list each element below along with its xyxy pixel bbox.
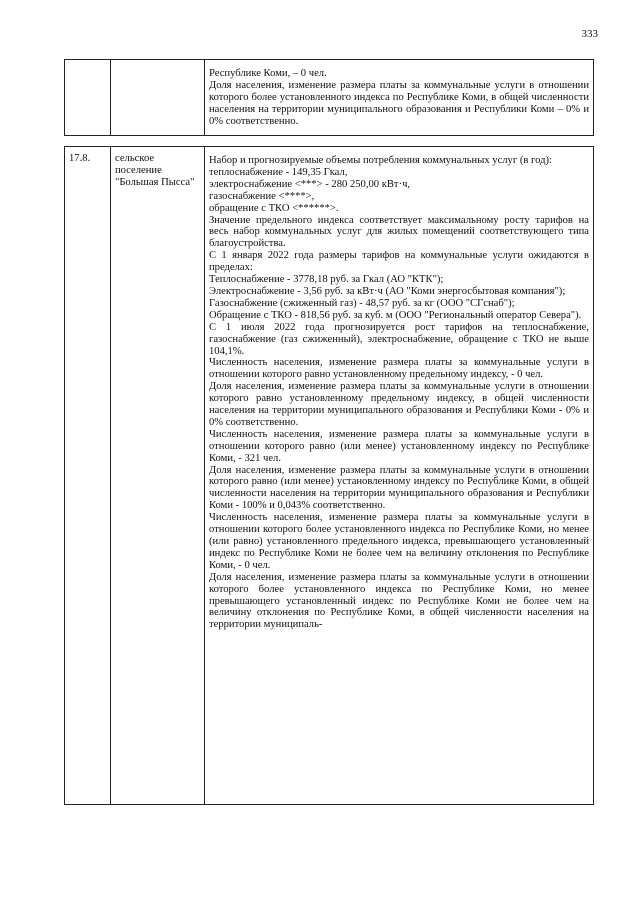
paragraph: газоснабжение <****>, bbox=[209, 190, 315, 202]
paragraph: Доля населения, изменение размера платы за коммунальные услуги в отношении которого более установленного индекса по Республике Коми, но менее превышающего установленный индекс по Республике Коми не более чем на величину отклонения по Республике Коми, в общей численности населения на территории муниципаль- bbox=[209, 571, 589, 631]
paragraph: Численность населения, изменение размера платы за коммунальные услуги в отношении которого равно установленному предельному индексу, - 0 чел. bbox=[209, 357, 589, 381]
row-number-cell bbox=[65, 60, 111, 135]
paragraph: электроснабжение <***> - 280 250,00 кВт·ч, bbox=[209, 178, 411, 190]
paragraph: теплоснабжение - 149,35 Гкал, bbox=[209, 166, 348, 178]
paragraph: Значение предельного индекса соответствует максимальному росту тарифов на весь набор коммунальных услуг для жилых помещений соответствующего типа благоустройства. bbox=[209, 214, 589, 250]
paragraph: Газоснабжение (сжиженный газ) - 48,57 руб. за кг (ООО "СГснаб"); bbox=[209, 297, 515, 309]
settlement-cell: сельское поселение "Большая Пысса" bbox=[111, 147, 205, 804]
table-row-17-8 bbox=[64, 146, 594, 805]
paragraph: Республике Коми, – 0 чел. bbox=[209, 68, 327, 79]
description-cell bbox=[205, 147, 593, 804]
row-number-cell: 17.8. bbox=[65, 147, 111, 804]
description-cell bbox=[205, 60, 593, 135]
paragraph: Теплоснабжение - 3778,18 руб. за Гкал (АО "КТК"); bbox=[209, 274, 444, 286]
paragraph: Доля населения, изменение размера платы за коммунальные услуги в отношении которого более установленного индекса по Республике Коми, в общей численности населения на территории муниципального образования и Республики Коми – 0% и 0% соответственно. bbox=[209, 79, 589, 127]
paragraph: С 1 июля 2022 года прогнозируется рост тарифов на теплоснабжение, газоснабжение (газ сжиженный), электроснабжение, обращение с ТКО не выше 104,1%. bbox=[209, 321, 589, 357]
paragraph: Численность населения, изменение размера платы за коммунальные услуги в отношении которого равно (или менее) установленному индексу по Республике Коми, - 321 чел. bbox=[209, 428, 589, 464]
page-number: 333 bbox=[581, 28, 598, 40]
paragraph: Численность населения, изменение размера платы за коммунальные услуги в отношении которого более установленного индекса по Республике Коми, но менее (или равно) установленного предельного индекса, превышающего установленный индекс по Республике Коми не более чем на величину отклонения по Республике Коми, - 0 чел. bbox=[209, 512, 589, 571]
paragraph: Доля населения, изменение размера платы за коммунальные услуги в отношении которого равно установленному предельному индексу, в общей численности населения на территории муниципального образования и Республики Коми - 0% и 0% соответственно. bbox=[209, 381, 589, 428]
paragraph: Доля населения, изменение размера платы за коммунальные услуги в отношении которого равно (или менее) установленному индексу по Республике Коми, в общей численности населения на территории муниципального образования и Республики Коми - 100% и 0,043% соответственно. bbox=[209, 464, 589, 512]
settlement-cell bbox=[111, 60, 205, 135]
paragraph: Обращение с ТКО - 818,56 руб. за куб. м (ООО "Региональный оператор Севера"). bbox=[209, 309, 582, 321]
table-continuation-row bbox=[64, 59, 594, 136]
paragraph: обращение с ТКО <******>. bbox=[209, 202, 339, 214]
paragraph: Электроснабжение - 3,56 руб. за кВт·ч (АО "Коми энергосбытовая компания"); bbox=[209, 285, 566, 297]
paragraph: С 1 января 2022 года размеры тарифов на коммунальные услуги ожидаются в пределах: bbox=[209, 250, 589, 274]
paragraph: Набор и прогнозируемые объемы потребления коммунальных услуг (в год): bbox=[209, 155, 552, 166]
